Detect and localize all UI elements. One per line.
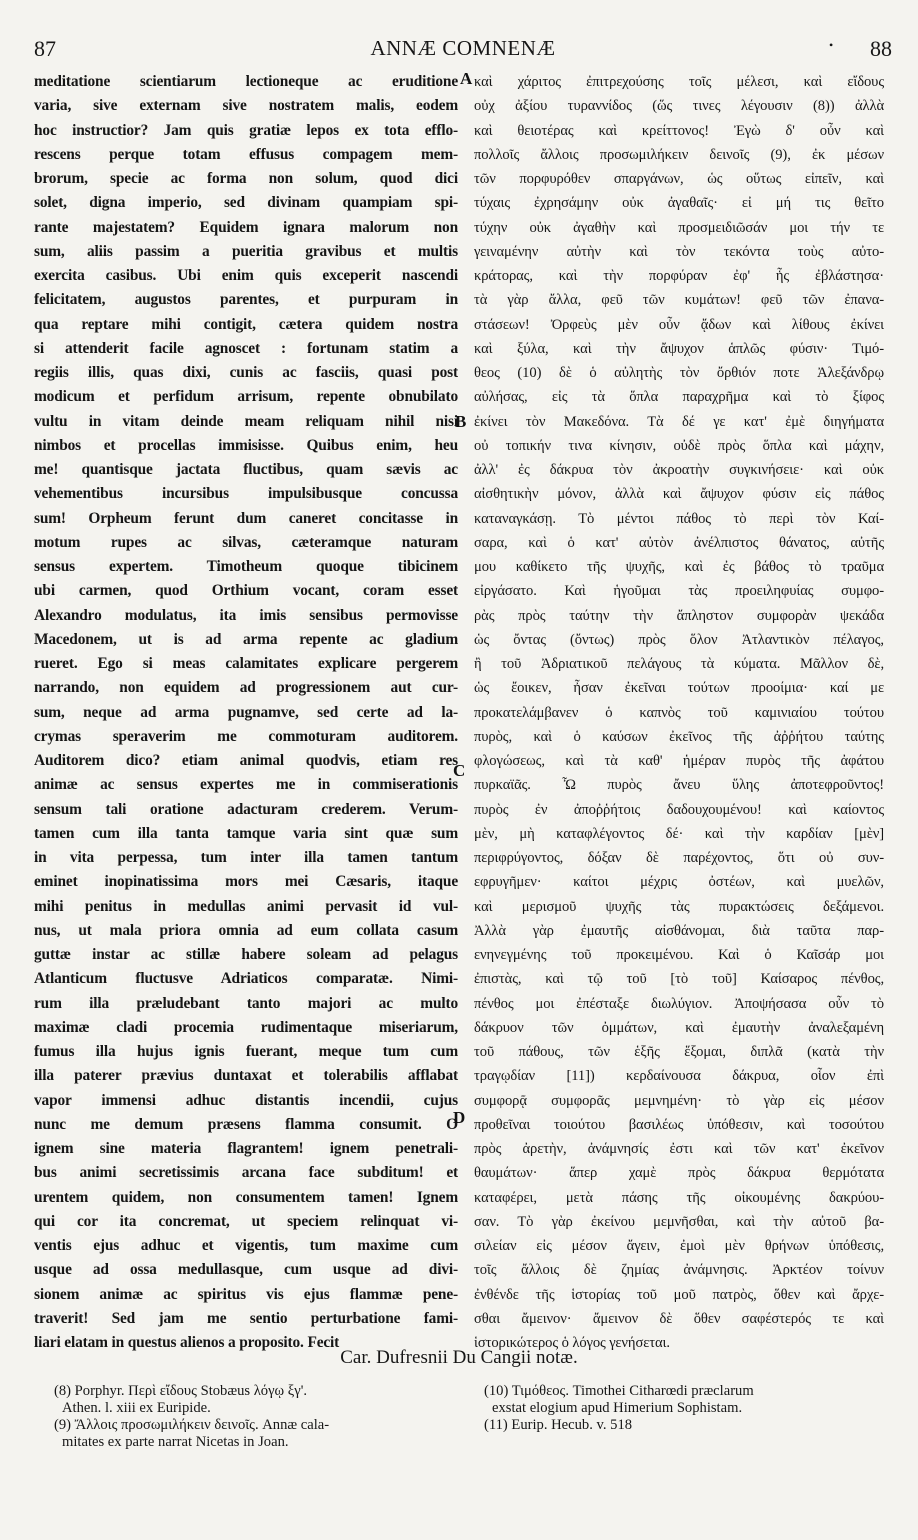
text-line: crymas speraverim me commoturam auditorem. xyxy=(34,727,458,745)
text-line: ἀλλ' ἐς δάκρυα τὸν ἀκροατὴν συγκινήσειε· καὶ οὐκ xyxy=(474,462,884,478)
text-line: vultu in vitam deinde meam reliquam nihil nisi xyxy=(34,412,458,430)
header-dot: • xyxy=(829,38,834,52)
text-line: τὰ γὰρ ἄλλα, φεῦ τῶν κυμάτων! φεῦ τῶν ἐπανα- xyxy=(474,292,884,309)
text-line: qui cor ita concremat, ut speciem relinquat vi- xyxy=(34,1212,458,1230)
text-line: meditatione scientiarum lectioneque ac eruditione xyxy=(34,73,458,90)
text-line: πολλοῖς ἄλλοις προσωμιλήκειν δεινοῖς (9), ἐκ μέσων xyxy=(474,146,884,163)
text-line: τύχην οὐκ ἀγαθὴν καὶ προσμειδιῶσάν μοι τήν τε xyxy=(474,219,884,236)
text-line: τύχαις ἐχρησάμην οὐκ ἀγαθαῖς· εἰ μή τις θεῖτο xyxy=(474,195,884,212)
text-line: αἰσθητικὴν μόνον, ἀλλὰ καὶ ἄψυχον φύσιν εἰς πάθος xyxy=(474,486,884,503)
text-line: Alexandro modulatus, ita imis sensibus permovisse xyxy=(34,606,458,624)
text-line: mihi penitus in medullas animi pervasit id vul- xyxy=(34,897,458,915)
text-line: illa paterer prævius duntaxat et tolerabilis afflabat xyxy=(34,1067,458,1085)
footnote-line: exstat elogium apud Himerium Sophistam. xyxy=(492,1400,743,1416)
margin-marker-a: A xyxy=(460,69,473,88)
margin-marker-c: C xyxy=(453,761,466,780)
text-line: οὐχ ἀξίου τυραννίδος (ὥς τινες λέγουσιν (8)) ἀλλὰ xyxy=(474,98,884,115)
text-line: Macedonem, ut is ad arma repente ac gladium xyxy=(34,630,458,648)
text-line: sionem animæ ac spiritus vis ejus flammæ pene- xyxy=(34,1285,458,1303)
text-line: sensus expertem. Timotheum quoque tibicinem xyxy=(34,558,458,575)
text-line: exercita casibus. Ubi enim quis exceperit nascendi xyxy=(34,267,458,284)
text-line: θεος (10) δὲ ὁ αὐλητὴς τὸν ὄρθιόν ποτε Ἀλεξάνδρῳ xyxy=(474,365,884,381)
notes-title: Car. Dufresnii Du Cangii notæ. xyxy=(340,1347,578,1368)
text-line: ἱστορικώτερος ὁ λόγος γενήσεται. xyxy=(474,1335,670,1351)
footnotes-left xyxy=(54,1383,454,1451)
text-line: Auditorem dico? etiam animal quodvis, etiam res xyxy=(34,752,458,769)
footnotes-right xyxy=(484,1383,884,1434)
text-line: Ἀλλὰ γὰρ ἐμαυτῆς αἰσθάνομαι, διὰ ταῦτα παρ- xyxy=(474,922,884,939)
greek-column xyxy=(474,70,884,1355)
text-line: sum! Orpheum ferunt dum caneret concitasse in xyxy=(34,509,458,527)
text-line: πένθος μοι ἐπέσταξε διωλύγιον. Ἀποψήσασα οὖν τὸ xyxy=(474,995,884,1012)
text-line: πυρκαϊᾶς. Ὦ πυρὸς ἄνευ ὕλης ἀποτεφροῦντος! xyxy=(474,777,884,794)
footnote-line: (8) Porphyr. Περὶ εἴδους Stobæus λόγῳ ξγ'. xyxy=(54,1383,308,1399)
text-line: καὶ μερισμοῦ ψυχῆς τὰς πυρακτώσεις δεξάμενοι. xyxy=(474,898,884,915)
text-line: στάσεων! Ὀρφεὺς μὲν οὖν ᾄδων καὶ λίθους ἐκίνει xyxy=(474,316,884,333)
text-line: me! quantisque jactata fluctibus, quam sævis ac xyxy=(34,461,458,478)
footnote-line: mitates ex parte narrat Nicetas in Joan. xyxy=(62,1434,289,1450)
text-line: nunc me demum præsens flamma consumit. O xyxy=(34,1115,458,1133)
running-title: ANNÆ COMNENÆ xyxy=(370,36,556,60)
text-line: καταναγκάσῃ. Τὸ μέντοι πάθος τὸ περὶ τὸν Καί- xyxy=(474,510,884,527)
text-line: προθεῖναι τοιούτου βασιλέως ὑπόθεσιν, καὶ τοσούτου xyxy=(474,1116,884,1133)
text-line: σιλείαν εἰς μέσον ἄγειν, ἐμοὶ μὲν θρήνων ὑπόθεσις, xyxy=(474,1238,884,1254)
text-line: καὶ θειοτέρας καὶ κρείττονος! Ἐγὼ δ' οὖν καὶ xyxy=(474,122,884,139)
text-line: ubi carmen, quod Orthium vocant, coram esset xyxy=(34,582,458,600)
text-line: solet, digna imperio, sed divinam quampiam spi- xyxy=(34,194,458,212)
text-line: usque ad ossa medullasque, cum usque ad divi- xyxy=(34,1261,458,1279)
latin-column xyxy=(34,70,458,1355)
text-line: ρὰς πρὸς ταύτην τὴν ἄπληστον συμφορὰν ψεκάδα xyxy=(474,607,884,624)
text-line: modicum et perfidum arrisum, repente obnubilato xyxy=(34,388,458,406)
text-line: sensum tali oratione adacturam crederem. Verum- xyxy=(34,800,458,818)
text-line: guttæ instar ac stillæ habere soleam ad pelagus xyxy=(34,946,458,963)
text-line: καὶ χάριτος ἐπιτρεχούσης τοῖς μέλεσι, καὶ εἴδους xyxy=(474,74,884,90)
text-line: ἢ τοῦ Ἀδριατικοῦ πελάγους τὰ κύματα. Μᾶλλον δὲ, xyxy=(474,656,884,672)
text-line: traverit! Sed jam me sentio perturbatione fami- xyxy=(34,1309,458,1327)
text-line: τῶν πορφυρόθεν σπαργάνων, ὡς οὕτως εἰπεῖν, καὶ xyxy=(474,171,884,187)
text-line: tamen cum illa tanta tamque varia sint quæ sum xyxy=(34,824,458,842)
text-line: περιφρύγοντος, δόξαν δὲ παρέχοντος, ὅτι οὐ συν- xyxy=(474,850,884,866)
text-line: δάκρυον τῶν ὀμμάτων, καὶ ἐμαυτὴν ἀναλεξαμένη xyxy=(474,1019,884,1036)
text-line: rueret. Ego si meas calamitates explicare pergerem xyxy=(34,655,458,672)
text-line: μου καθίκετο τῆς ψυχῆς, καὶ ἐς βάθος τὸ τραῦμα xyxy=(474,559,884,575)
text-line: regiis illis, quas dixi, cunis ac fasciis, quasi post xyxy=(34,364,458,381)
right-page-number: 88 xyxy=(870,36,892,61)
footnote-line: (10) Τιμόθεος. Timothei Citharœdi præclarum xyxy=(484,1383,754,1399)
text-line: motum rupes ac silvas, cæteramque naturam xyxy=(34,533,458,551)
text-line: varia, sive externam sive nostratem malis, eodem xyxy=(34,97,458,115)
text-line: αὐλήσας, εἰς τὰ ὅπλα παραχρῆμα καὶ τὸ ξίφος xyxy=(474,389,884,406)
text-line: ignem sine materia flagrantem! ignem penetrali- xyxy=(34,1140,458,1157)
text-line: vapor immensi adhuc distantis incendii, cujus xyxy=(34,1091,458,1109)
text-line: Atlanticum fluctusve Adriaticos comparatæ. Nimi- xyxy=(34,970,458,988)
text-line: ventis ejus adhuc et vigentis, tum maxime cum xyxy=(34,1237,458,1254)
text-line: liari elatam in questus alienos a proposito. Fecit xyxy=(34,1334,340,1351)
text-line: συμφορᾷ συμφορᾶς μεμνημένη· τὸ γὰρ εἰς μέσον xyxy=(474,1092,884,1109)
text-line: προκατελάμβανεν ὁ καπνὸς τοῦ καμινιαίου τούτου xyxy=(474,704,884,721)
text-line: ἐνθένδε τῆς ἱστορίας τοῦ μοῦ πατρὸς, ὅθεν καὶ ἄρχε- xyxy=(474,1286,884,1303)
text-line: animæ ac sensus expertes me in commiserationis xyxy=(34,776,458,794)
text-line: hoc instructior? Jam quis gratiæ lepos ex tota efflo- xyxy=(34,121,458,139)
margin-marker-b: B xyxy=(455,412,467,431)
text-line: τοῖς ἄλλοις δὲ ζημίας ἀνάμνησις. Ἀρκτέον τοίνυν xyxy=(474,1262,884,1279)
text-line: in vita perpessa, tum inter illa tamen tantum xyxy=(34,849,458,866)
text-line: brorum, specie ac forma non solum, quod dici xyxy=(34,170,458,187)
text-line: φλογώσεως, καὶ τὰ καθ' ἡμέραν πυρὸς τῆς ἀφάτου xyxy=(474,753,884,769)
text-line: maximæ cladi procemia rudimentaque miseriarum, xyxy=(34,1018,458,1036)
text-line: καταφέρει, μετὰ πάσης τῆς οἰκουμένης δακρύου- xyxy=(474,1189,884,1206)
margin-marker-d: D xyxy=(453,1108,466,1127)
text-line: πρὸς ἀρετὴν, ἀνάμνησίς ἐστι καὶ τῶν κατ' ἐκεῖνον xyxy=(474,1141,884,1157)
text-line: ὡς ὄντας (ὄντως) πρὸς ὅλον Ἀτλαντικὸν πέλαγος, xyxy=(474,631,884,648)
text-line: εφρυγῆμεν· καίτοι μέχρις ὀστέων, καὶ μυελῶν, xyxy=(474,874,884,891)
text-line: ἐπιστὰς, καὶ τῷ τοῦ [τὸ τοῦ] Καίσαρος πένθος, xyxy=(474,971,884,988)
text-line: nus, ut mala priora omnia ad eum collata casum xyxy=(34,921,458,939)
footnote-line: (9) Ἄλλοις προσωμιλήκειν δεινοῖς. Annæ cala- xyxy=(54,1417,330,1433)
text-line: rescens perque totam effusus compagem mem- xyxy=(34,145,458,163)
text-line: ενηνεγμένης τοῦ προκειμένου. Καὶ ὁ Καῖσάρ μοι xyxy=(474,947,884,963)
text-line: si attenderit facile agnoscet : fortunam statim a xyxy=(34,339,458,357)
text-line: ἐκίνει τὸν Μακεδόνα. Τὰ δέ γε κατ' ἐμὲ διηγήματα xyxy=(474,413,884,430)
footnote-line: (11) Eurip. Hecub. v. 518 xyxy=(484,1417,633,1433)
text-line: bus animi secretissimis arcana face subditum! et xyxy=(34,1164,458,1182)
text-line: γειναμένην αὐτὴν καὶ τὸν τεκόντα τοὺς αὐτο- xyxy=(474,243,884,260)
text-line: eminet inopinatissima mors mei Cæsaris, itaque xyxy=(34,873,458,891)
text-line: εἰργάσατο. Καὶ ἡγοῦμαι τὰς προειληφυίας συμφο- xyxy=(474,583,884,600)
text-line: σαρα, καὶ ὁ κατ' αὐτὸν ἀνέλπιστος θάνατος, αὐτῆς xyxy=(474,534,884,551)
text-line: κράτορας, καὶ τὴν πορφύραν ἐφ' ἧς ἐβλάστησα· xyxy=(474,268,884,284)
text-line: sum, aliis passim a pueritia gravibus et multis xyxy=(34,242,458,260)
text-line: rante majestatem? Equidem ignara malorum non xyxy=(34,218,458,236)
text-line: rum illa præludebant tanto majori ac multo xyxy=(34,994,458,1012)
text-line: θαυμάτων· ἅπερ χαμὲ πρὸς δάκρυα θερμότατα xyxy=(474,1165,884,1182)
text-line: sum, neque ad arma pugnamve, sed certe ad la- xyxy=(34,703,458,721)
text-line: σαν. Τὸ γὰρ ἐκείνου μεμνῆσθαι, καὶ τὴν αὐτοῦ βα- xyxy=(474,1213,884,1230)
text-line: felicitatem, augustos parentes, et purpuram in xyxy=(34,291,458,309)
text-line: vehementibus incursibus impulsibusque concussa xyxy=(34,485,458,503)
text-line: fumus illa hujus ignis fuerant, meque tum cum xyxy=(34,1043,458,1060)
text-line: οὐ τοπικήν τινα κίνησιν, οὐδὲ πρὸς ὅπλα καὶ μάχην, xyxy=(474,437,884,454)
text-line: μὲν, μὴ καταφλέγοντος δέ· καὶ τὴν καρδίαν [μὲν] xyxy=(474,825,884,842)
text-line: nimbos et procellas immisisse. Quibus enim, heu xyxy=(34,436,458,454)
footnote-line: Athen. l. xiii ex Euripide. xyxy=(62,1400,211,1416)
text-line: καὶ ξύλα, καὶ τὴν ἄψυχον ἁπλῶς φύσιν· Τιμό- xyxy=(474,340,884,357)
left-page-number: 87 xyxy=(34,36,56,61)
text-line: ὡς ἔοικεν, ἦσαν ἐκεῖναι τούτων προοίμια· καί με xyxy=(474,680,884,697)
text-line: τοῦ πάθους, τῶν ἑξῆς ἕξομαι, διπλᾶ (κατὰ τὴν xyxy=(474,1044,884,1060)
text-line: urentem quidem, non consumentem tamen! Ignem xyxy=(34,1188,458,1206)
text-line: τραγῳδίαν [11]) κερδαίνουσα δάκρυα, οἷον ἐπὶ xyxy=(474,1068,884,1085)
text-line: πυρὸς ἐν ἀποῤῥήτοις δαδουχουμένου! καὶ καίοντος xyxy=(474,801,884,818)
running-header xyxy=(34,36,892,68)
text-line: qua reptare mihi contigit, cætera quidem nostra xyxy=(34,315,458,333)
text-line: narrando, non equidem ad progressionem aut cur- xyxy=(34,679,458,697)
text-line: πυρὸς, καὶ ὁ καύσων ἐκεῖνος τῆς ἀῤῥήτου ταύτης xyxy=(474,728,884,745)
text-line: σθαι ἄμεινον· ἄμεινον δὲ ὅθεν σαφέστερός τε καὶ xyxy=(474,1310,884,1327)
